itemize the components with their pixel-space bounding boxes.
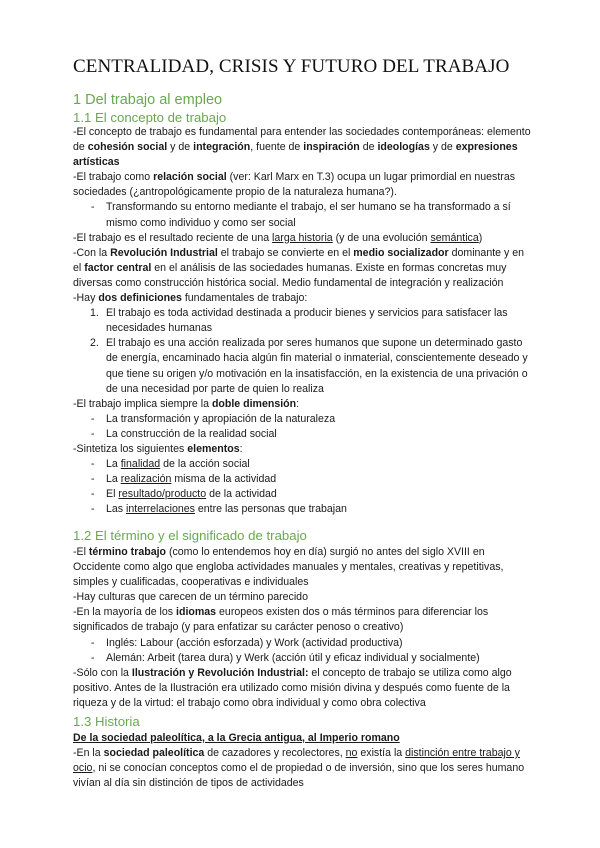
paragraph: -Sintetiza los siguientes elementos: <box>73 442 243 455</box>
subsection-heading-1-1: 1.1 El concepto de trabajo <box>73 110 227 125</box>
subheading: De la sociedad paleolítica, a la Grecia antigua, al Imperio romano <box>73 732 400 744</box>
list-item: - La realización misma de la actividad <box>91 473 277 486</box>
section-1-3-body <box>73 731 533 791</box>
list-item: - Las interrelaciones entre las personas que trabajan <box>91 503 347 516</box>
list-item: - La finalidad de la acción social <box>91 458 250 471</box>
list-item: - Transformando su entorno mediante el trabajo, el ser humano se ha transformado a sí mismo como individuo y como ser social <box>91 201 511 229</box>
list-item: - La transformación y apropiación de la naturaleza <box>91 412 336 425</box>
list-item: - El resultado/producto de la actividad <box>91 488 277 501</box>
list-item: - Inglés: Labour (acción esforzada) y Work (actividad productiva) <box>91 636 403 649</box>
paragraph: -El concepto de trabajo es fundamental para entender las sociedades contemporáneas: elemento de cohesión social y de integración, fuente de inspiración de ideologías y de expresiones artísticas <box>73 126 531 169</box>
list-item: - La construcción de la realidad social <box>91 427 277 440</box>
paragraph: -El término trabajo (como lo entendemos hoy en día) surgió no antes del siglo XVIII en Occidente como algo que engloba actividades manuales y mentales, creativas y repetitivas, simples y cualificadas, cooperativas e individuales <box>73 546 504 589</box>
paragraph: -Sólo con la Ilustración y Revolución Industrial: el concepto de trabajo se utiliza como algo positivo. Antes de la Ilustración era utilizado como misión divina y después como fuente de la riqueza y de la virtud: el trabajo como obra individual y como obra colectiva <box>73 666 512 709</box>
section-heading-1: 1 Del trabajo al empleo <box>73 92 223 108</box>
document-title: CENTRALIDAD, CRISIS Y FUTURO DEL TRABAJO <box>73 56 510 77</box>
section-1-2-body <box>73 545 533 711</box>
paragraph: -Hay dos definiciones fundamentales de trabajo: <box>73 292 308 305</box>
paragraph: -El trabajo es el resultado reciente de una larga historia (y de una evolución semántica) <box>73 231 483 244</box>
section-1-1-body <box>73 125 533 517</box>
paragraph: -El trabajo como relación social (ver: Karl Marx en T.3) ocupa un lugar primordial en nuestras sociedades (¿antropológicamente propio de la naturaleza humana?). <box>73 171 516 199</box>
paragraph: -Con la Revolución Industrial el trabajo se convierte en el medio socializador dominante y en el factor central en el análisis de las sociedades humanas. Existe en formas concretas muy diversas como construcción histórica social. Medio fundamental de integración y realización <box>73 246 525 289</box>
subsection-heading-1-3: 1.3 Historia <box>73 714 140 729</box>
paragraph: -En la mayoría de los idiomas europeos existen dos o más términos para diferenciar los significados de trabajo (y para enfatizar su carácter penoso o creativo) <box>73 606 489 634</box>
subsection-heading-1-2: 1.2 El término y el significado de trabajo <box>73 528 307 543</box>
list-item: - Alemán: Arbeit (tarea dura) y Werk (acción útil y eficaz individual y socialmente) <box>91 651 480 664</box>
paragraph: -El trabajo implica siempre la doble dimensión: <box>73 397 300 410</box>
paragraph: -En la sociedad paleolítica de cazadores y recolectores, no existía la distinción entre trabajo y ocio, ni se conocían conceptos como el de propiedad o de inversión, sino que los seres humano vivían al día sin distinción de tipos de actividades <box>73 747 525 790</box>
numbered-list-item: 1. El trabajo es toda actividad destinada a producir bienes y servicios para satisfacer las necesidades humanas <box>90 307 508 335</box>
numbered-list-item: 2. El trabajo es una acción realizada por seres humanos que supone un determinado gasto de energía, encaminado hacia algún fin material o inmaterial, conscientemente deseado y que tiene su origen y/o motivación en la insatisfacción, en la existencia de una privación o de una necesidad por parte de quien lo realiza <box>90 337 528 395</box>
paragraph: -Hay culturas que carecen de un término parecido <box>73 591 308 604</box>
